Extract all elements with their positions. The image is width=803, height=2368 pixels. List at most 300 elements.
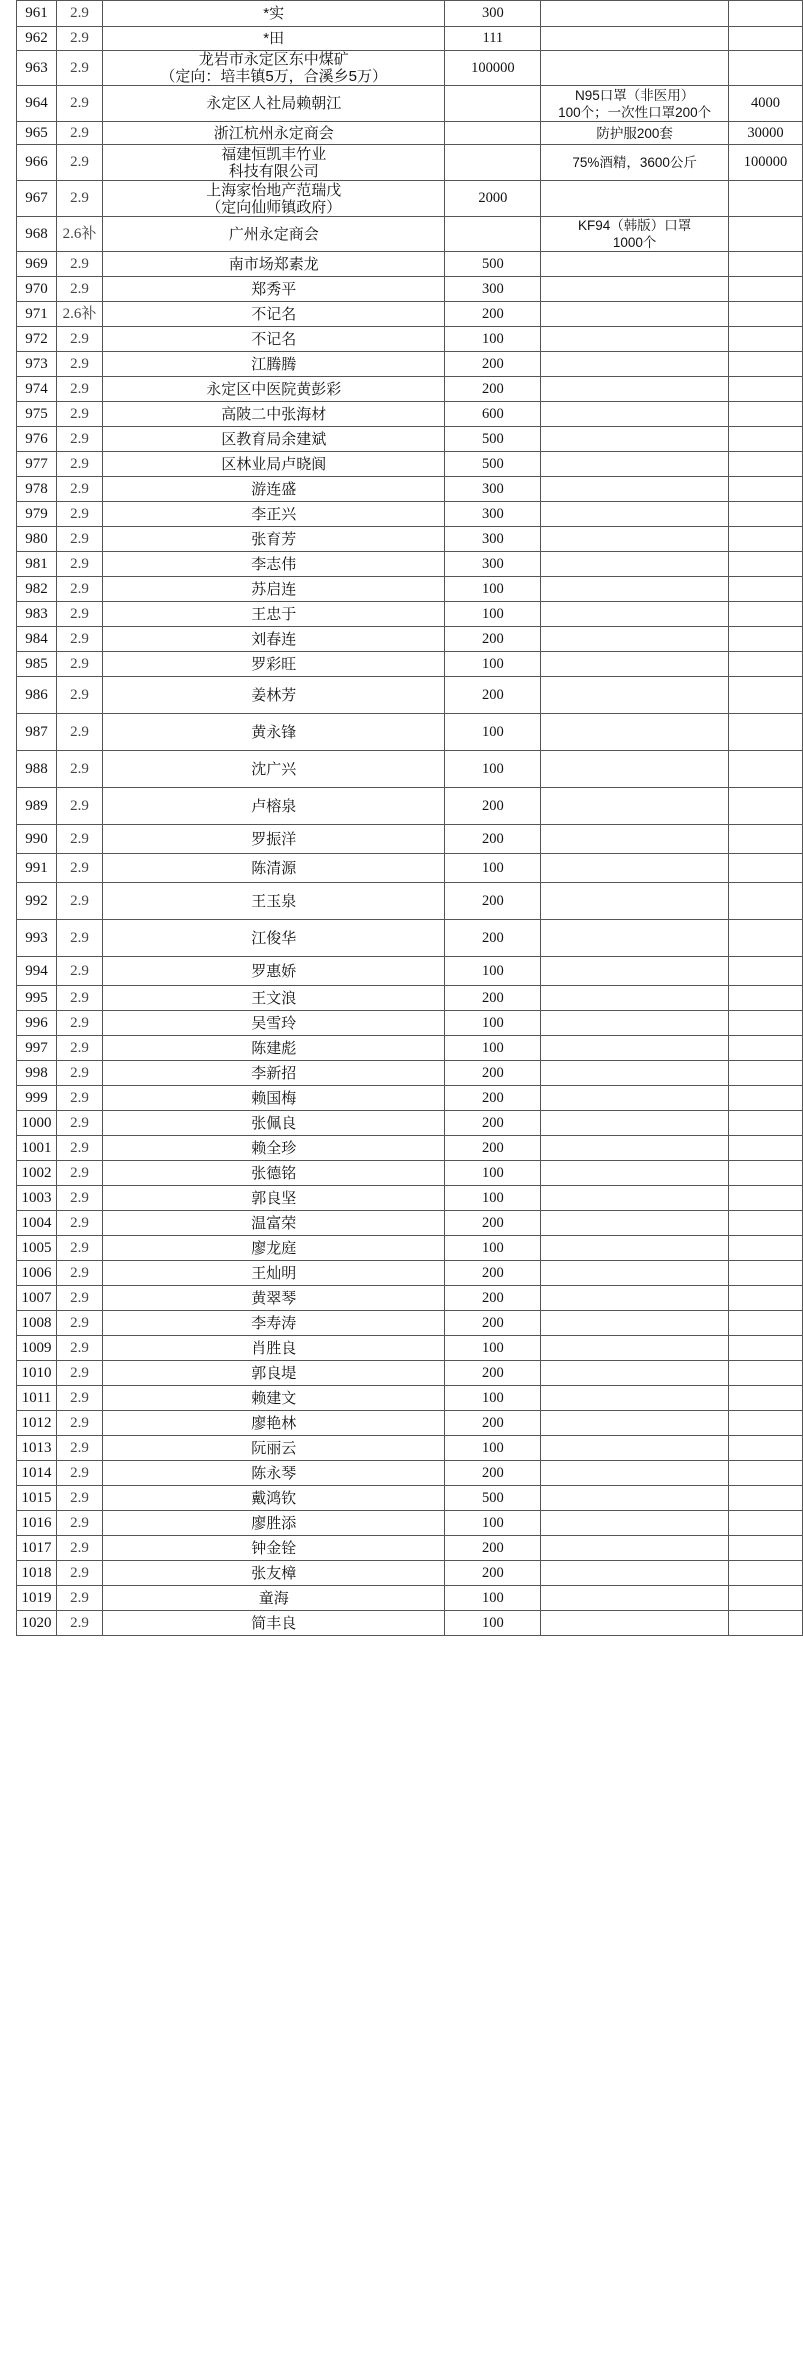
cell-goods-value (729, 1111, 803, 1136)
cell-row-number: 989 (17, 788, 57, 825)
cell-donor: 罗彩旺 (102, 652, 444, 677)
cell-donor-line: 科技有限公司 (228, 162, 319, 180)
cell-donor: 温富荣 (102, 1211, 444, 1236)
cell-goods (541, 1, 729, 27)
cell-date: 2.9 (56, 452, 102, 477)
cell-donor (102, 51, 444, 86)
cell-goods-value (729, 1, 803, 27)
table-row (17, 1486, 803, 1511)
cell-row-number: 968 (17, 217, 57, 252)
cell-goods-value (729, 1136, 803, 1161)
cell-date: 2.9 (56, 1261, 102, 1286)
cell-date: 2.9 (56, 1111, 102, 1136)
cell-goods (541, 51, 729, 86)
table-row (17, 502, 803, 527)
cell-row-number: 1015 (17, 1486, 57, 1511)
cell-amount: 2000 (445, 181, 541, 217)
cell-goods-value: 4000 (729, 86, 803, 122)
cell-goods-value (729, 1461, 803, 1486)
table-row (17, 714, 803, 751)
cell-donor: 陈清源 (102, 854, 444, 883)
cell-goods (541, 217, 729, 252)
cell-date: 2.9 (56, 825, 102, 854)
table-row (17, 677, 803, 714)
cell-goods-line: N95口罩（非医用） (575, 87, 695, 103)
cell-goods (541, 1186, 729, 1211)
cell-date: 2.9 (56, 577, 102, 602)
cell-date: 2.9 (56, 1511, 102, 1536)
table-row (17, 427, 803, 452)
cell-row-number: 1019 (17, 1586, 57, 1611)
cell-date: 2.9 (56, 627, 102, 652)
cell-goods-value (729, 986, 803, 1011)
cell-goods-value (729, 1361, 803, 1386)
cell-donor: 李志伟 (102, 552, 444, 577)
cell-goods (541, 1211, 729, 1236)
cell-donor: 不记名 (102, 327, 444, 352)
cell-donor: 赖全珍 (102, 1136, 444, 1161)
cell-goods-value (729, 217, 803, 252)
table-row (17, 27, 803, 51)
cell-row-number: 1011 (17, 1386, 57, 1411)
table-row (17, 1236, 803, 1261)
cell-amount: 200 (445, 352, 541, 377)
cell-goods: 防护服200套 (541, 122, 729, 145)
cell-goods (541, 1336, 729, 1361)
cell-donor: 王忠于 (102, 602, 444, 627)
cell-goods-value (729, 1261, 803, 1286)
cell-donor: 张友樟 (102, 1561, 444, 1586)
cell-row-number: 983 (17, 602, 57, 627)
cell-row-number: 1001 (17, 1136, 57, 1161)
cell-donor-line: 上海家怡地产范瑞戊 (206, 181, 342, 199)
cell-amount: 100 (445, 1511, 541, 1536)
cell-amount: 200 (445, 302, 541, 327)
cell-date: 2.9 (56, 552, 102, 577)
cell-donor: 南市场郑素龙 (102, 252, 444, 277)
cell-date: 2.9 (56, 1211, 102, 1236)
cell-date: 2.9 (56, 27, 102, 51)
cell-row-number: 990 (17, 825, 57, 854)
cell-goods (541, 402, 729, 427)
cell-goods-value (729, 277, 803, 302)
cell-row-number: 998 (17, 1061, 57, 1086)
cell-date: 2.9 (56, 1336, 102, 1361)
cell-amount: 200 (445, 1361, 541, 1386)
table-row (17, 1561, 803, 1586)
cell-donor: 阮丽云 (102, 1436, 444, 1461)
cell-goods-value (729, 1536, 803, 1561)
table-row (17, 477, 803, 502)
cell-amount: 200 (445, 1111, 541, 1136)
table-row (17, 1336, 803, 1361)
cell-goods (541, 302, 729, 327)
cell-goods (541, 1611, 729, 1636)
cell-donor: 刘春连 (102, 627, 444, 652)
table-row (17, 652, 803, 677)
cell-goods-value (729, 352, 803, 377)
table-row (17, 1611, 803, 1636)
cell-date: 2.9 (56, 277, 102, 302)
cell-amount (445, 86, 541, 122)
cell-goods-value (729, 1386, 803, 1411)
cell-amount: 111 (445, 27, 541, 51)
cell-row-number: 982 (17, 577, 57, 602)
cell-amount: 300 (445, 527, 541, 552)
cell-date: 2.9 (56, 502, 102, 527)
table-row (17, 181, 803, 217)
cell-donor (102, 145, 444, 181)
cell-row-number: 1004 (17, 1211, 57, 1236)
cell-goods (541, 957, 729, 986)
cell-donor: 江俊华 (102, 920, 444, 957)
cell-row-number: 999 (17, 1086, 57, 1111)
cell-row-number: 1008 (17, 1311, 57, 1336)
cell-amount: 200 (445, 788, 541, 825)
cell-donor: 苏启连 (102, 577, 444, 602)
cell-amount: 100 (445, 1011, 541, 1036)
cell-date: 2.9 (56, 1411, 102, 1436)
cell-date: 2.9 (56, 1486, 102, 1511)
cell-donor: 张育芳 (102, 527, 444, 552)
cell-date: 2.9 (56, 751, 102, 788)
cell-goods-value (729, 1211, 803, 1236)
table-row (17, 402, 803, 427)
cell-goods (541, 27, 729, 51)
cell-goods-value (729, 883, 803, 920)
cell-goods (541, 377, 729, 402)
cell-amount: 200 (445, 1286, 541, 1311)
cell-goods (541, 1411, 729, 1436)
table-row (17, 1386, 803, 1411)
cell-goods-value (729, 1311, 803, 1336)
cell-date: 2.9 (56, 145, 102, 181)
cell-donor: 黄永锋 (102, 714, 444, 751)
table-row (17, 527, 803, 552)
cell-goods (541, 883, 729, 920)
cell-goods (541, 452, 729, 477)
cell-donor: 张佩良 (102, 1111, 444, 1136)
cell-donor-line: 福建恒凯丰竹业 (221, 145, 327, 163)
table-row (17, 957, 803, 986)
table-row (17, 627, 803, 652)
cell-goods (541, 1461, 729, 1486)
cell-date: 2.9 (56, 1061, 102, 1086)
cell-date: 2.9 (56, 122, 102, 145)
cell-date: 2.9 (56, 477, 102, 502)
table-row (17, 1061, 803, 1086)
cell-row-number: 1010 (17, 1361, 57, 1386)
cell-goods (541, 986, 729, 1011)
cell-row-number: 975 (17, 402, 57, 427)
cell-goods (541, 1086, 729, 1111)
table-row (17, 854, 803, 883)
cell-goods-value (729, 1511, 803, 1536)
cell-amount: 200 (445, 1261, 541, 1286)
cell-date: 2.9 (56, 854, 102, 883)
cell-donor: 李新招 (102, 1061, 444, 1086)
cell-donor: 游连盛 (102, 477, 444, 502)
cell-goods (541, 427, 729, 452)
donation-rows (17, 1, 803, 1636)
cell-goods: 75%酒精，3600公斤 (541, 145, 729, 181)
cell-row-number: 977 (17, 452, 57, 477)
table-row (17, 1361, 803, 1386)
cell-goods (541, 1036, 729, 1061)
table-row (17, 51, 803, 86)
cell-goods-value (729, 27, 803, 51)
cell-goods-value (729, 552, 803, 577)
cell-donor: 区教育局余建斌 (102, 427, 444, 452)
cell-amount: 100 (445, 1586, 541, 1611)
cell-date: 2.9 (56, 1436, 102, 1461)
cell-goods-value (729, 1186, 803, 1211)
cell-donor: 吴雪玲 (102, 1011, 444, 1036)
table-row (17, 577, 803, 602)
cell-donor: 郭良堤 (102, 1361, 444, 1386)
table-row (17, 145, 803, 181)
cell-row-number: 972 (17, 327, 57, 352)
cell-goods (541, 1136, 729, 1161)
cell-date: 2.9 (56, 181, 102, 217)
cell-donor: 黄翠琴 (102, 1286, 444, 1311)
cell-row-number: 974 (17, 377, 57, 402)
cell-amount: 300 (445, 552, 541, 577)
cell-date: 2.9 (56, 86, 102, 122)
cell-amount: 200 (445, 1061, 541, 1086)
cell-row-number: 967 (17, 181, 57, 217)
cell-amount: 200 (445, 1461, 541, 1486)
cell-goods (541, 502, 729, 527)
table-row (17, 1286, 803, 1311)
cell-amount: 100 (445, 652, 541, 677)
table-row (17, 1011, 803, 1036)
cell-goods-value (729, 1336, 803, 1361)
cell-row-number: 992 (17, 883, 57, 920)
cell-donor: 姜林芳 (102, 677, 444, 714)
cell-row-number: 1007 (17, 1286, 57, 1311)
cell-amount (445, 145, 541, 181)
cell-row-number: 964 (17, 86, 57, 122)
cell-goods-value (729, 677, 803, 714)
cell-amount: 100 (445, 1236, 541, 1261)
cell-row-number: 978 (17, 477, 57, 502)
cell-goods (541, 327, 729, 352)
cell-goods (541, 352, 729, 377)
cell-amount: 300 (445, 1, 541, 27)
cell-donor: 张德铭 (102, 1161, 444, 1186)
cell-date: 2.9 (56, 377, 102, 402)
cell-row-number: 1016 (17, 1511, 57, 1536)
table-row (17, 1186, 803, 1211)
cell-amount: 200 (445, 1536, 541, 1561)
table-row (17, 1436, 803, 1461)
cell-date: 2.9 (56, 1311, 102, 1336)
table-row (17, 825, 803, 854)
cell-goods-value (729, 714, 803, 751)
cell-date: 2.9 (56, 957, 102, 986)
cell-row-number: 1012 (17, 1411, 57, 1436)
cell-goods-value (729, 1611, 803, 1636)
cell-date: 2.9 (56, 714, 102, 751)
cell-goods-value (729, 1286, 803, 1311)
cell-amount: 300 (445, 477, 541, 502)
cell-date: 2.9 (56, 352, 102, 377)
cell-donor: 罗振洋 (102, 825, 444, 854)
cell-donor: 赖国梅 (102, 1086, 444, 1111)
cell-donor (102, 181, 444, 217)
cell-amount: 200 (445, 377, 541, 402)
cell-goods-value (729, 427, 803, 452)
cell-amount: 100 (445, 1161, 541, 1186)
cell-date: 2.9 (56, 1386, 102, 1411)
table-row (17, 552, 803, 577)
cell-donor: 卢榕泉 (102, 788, 444, 825)
cell-goods-value (729, 1486, 803, 1511)
cell-goods-value (729, 1236, 803, 1261)
table-row (17, 1086, 803, 1111)
cell-donor: 区林业局卢晓阆 (102, 452, 444, 477)
cell-goods (541, 527, 729, 552)
cell-date: 2.9 (56, 652, 102, 677)
cell-row-number: 979 (17, 502, 57, 527)
cell-donor: 廖龙庭 (102, 1236, 444, 1261)
cell-goods (541, 1261, 729, 1286)
cell-date: 2.9 (56, 1536, 102, 1561)
table-row (17, 920, 803, 957)
cell-date: 2.9 (56, 252, 102, 277)
table-row (17, 883, 803, 920)
cell-goods-value (729, 452, 803, 477)
cell-amount: 200 (445, 627, 541, 652)
cell-donor-line: （定向：培丰镇5万，合溪乡5万） (160, 68, 388, 85)
table-row (17, 1, 803, 27)
cell-goods-value (729, 51, 803, 86)
table-row (17, 1511, 803, 1536)
table-row (17, 1111, 803, 1136)
table-row (17, 1036, 803, 1061)
cell-date: 2.9 (56, 1361, 102, 1386)
cell-date: 2.9 (56, 602, 102, 627)
cell-goods-value (729, 477, 803, 502)
cell-donor: 陈永琴 (102, 1461, 444, 1486)
cell-amount (445, 122, 541, 145)
cell-date: 2.9 (56, 920, 102, 957)
cell-row-number: 1014 (17, 1461, 57, 1486)
table-row (17, 1311, 803, 1336)
cell-donor: 罗惠娇 (102, 957, 444, 986)
cell-amount: 300 (445, 502, 541, 527)
table-row (17, 1586, 803, 1611)
cell-goods (541, 1536, 729, 1561)
cell-goods (541, 920, 729, 957)
cell-goods-value (729, 1061, 803, 1086)
cell-donor: 廖艳林 (102, 1411, 444, 1436)
cell-amount: 300 (445, 277, 541, 302)
cell-amount: 500 (445, 252, 541, 277)
cell-goods (541, 677, 729, 714)
table-row (17, 327, 803, 352)
cell-amount: 100 (445, 1386, 541, 1411)
cell-goods (541, 252, 729, 277)
cell-amount: 100 (445, 751, 541, 788)
cell-row-number: 987 (17, 714, 57, 751)
cell-goods-value (729, 181, 803, 217)
table-row (17, 751, 803, 788)
table-row (17, 1136, 803, 1161)
cell-donor: 肖胜良 (102, 1336, 444, 1361)
table-row (17, 122, 803, 145)
table-row (17, 252, 803, 277)
cell-goods (541, 477, 729, 502)
cell-goods-value (729, 825, 803, 854)
cell-donor: 赖建文 (102, 1386, 444, 1411)
cell-row-number: 985 (17, 652, 57, 677)
table-row (17, 1211, 803, 1236)
cell-goods-value (729, 920, 803, 957)
cell-amount: 100 (445, 1336, 541, 1361)
cell-goods-value (729, 652, 803, 677)
cell-amount: 100 (445, 602, 541, 627)
cell-amount: 100 (445, 854, 541, 883)
cell-goods-value (729, 1586, 803, 1611)
cell-amount: 200 (445, 1311, 541, 1336)
cell-donor: 永定区人社局赖朝江 (102, 86, 444, 122)
cell-row-number: 1000 (17, 1111, 57, 1136)
cell-amount: 100000 (445, 51, 541, 86)
cell-amount: 100 (445, 957, 541, 986)
cell-goods (541, 602, 729, 627)
cell-goods-value (729, 1411, 803, 1436)
cell-row-number: 971 (17, 302, 57, 327)
donation-ledger-table (16, 0, 803, 1636)
cell-goods (541, 854, 729, 883)
cell-row-number: 1006 (17, 1261, 57, 1286)
cell-row-number: 994 (17, 957, 57, 986)
cell-amount: 200 (445, 1561, 541, 1586)
cell-amount: 200 (445, 1411, 541, 1436)
cell-date: 2.9 (56, 788, 102, 825)
cell-row-number: 1013 (17, 1436, 57, 1461)
cell-amount (445, 217, 541, 252)
cell-goods (541, 1511, 729, 1536)
cell-goods (541, 577, 729, 602)
cell-goods (541, 751, 729, 788)
cell-donor: *田 (102, 27, 444, 51)
cell-goods-value: 30000 (729, 122, 803, 145)
cell-row-number: 988 (17, 751, 57, 788)
cell-row-number: 984 (17, 627, 57, 652)
cell-donor: 江腾腾 (102, 352, 444, 377)
table-row (17, 352, 803, 377)
cell-amount: 200 (445, 986, 541, 1011)
cell-date: 2.9 (56, 527, 102, 552)
cell-row-number: 1020 (17, 1611, 57, 1636)
cell-row-number: 970 (17, 277, 57, 302)
cell-date: 2.9 (56, 1136, 102, 1161)
cell-donor: 广州永定商会 (102, 217, 444, 252)
cell-amount: 100 (445, 1186, 541, 1211)
cell-goods-value (729, 751, 803, 788)
table-row (17, 1411, 803, 1436)
cell-goods (541, 1486, 729, 1511)
cell-donor: 浙江杭州永定商会 (102, 122, 444, 145)
cell-row-number: 991 (17, 854, 57, 883)
cell-row-number: 997 (17, 1036, 57, 1061)
cell-donor: 高陂二中张海材 (102, 402, 444, 427)
cell-date: 2.6补 (56, 217, 102, 252)
cell-goods-value (729, 627, 803, 652)
